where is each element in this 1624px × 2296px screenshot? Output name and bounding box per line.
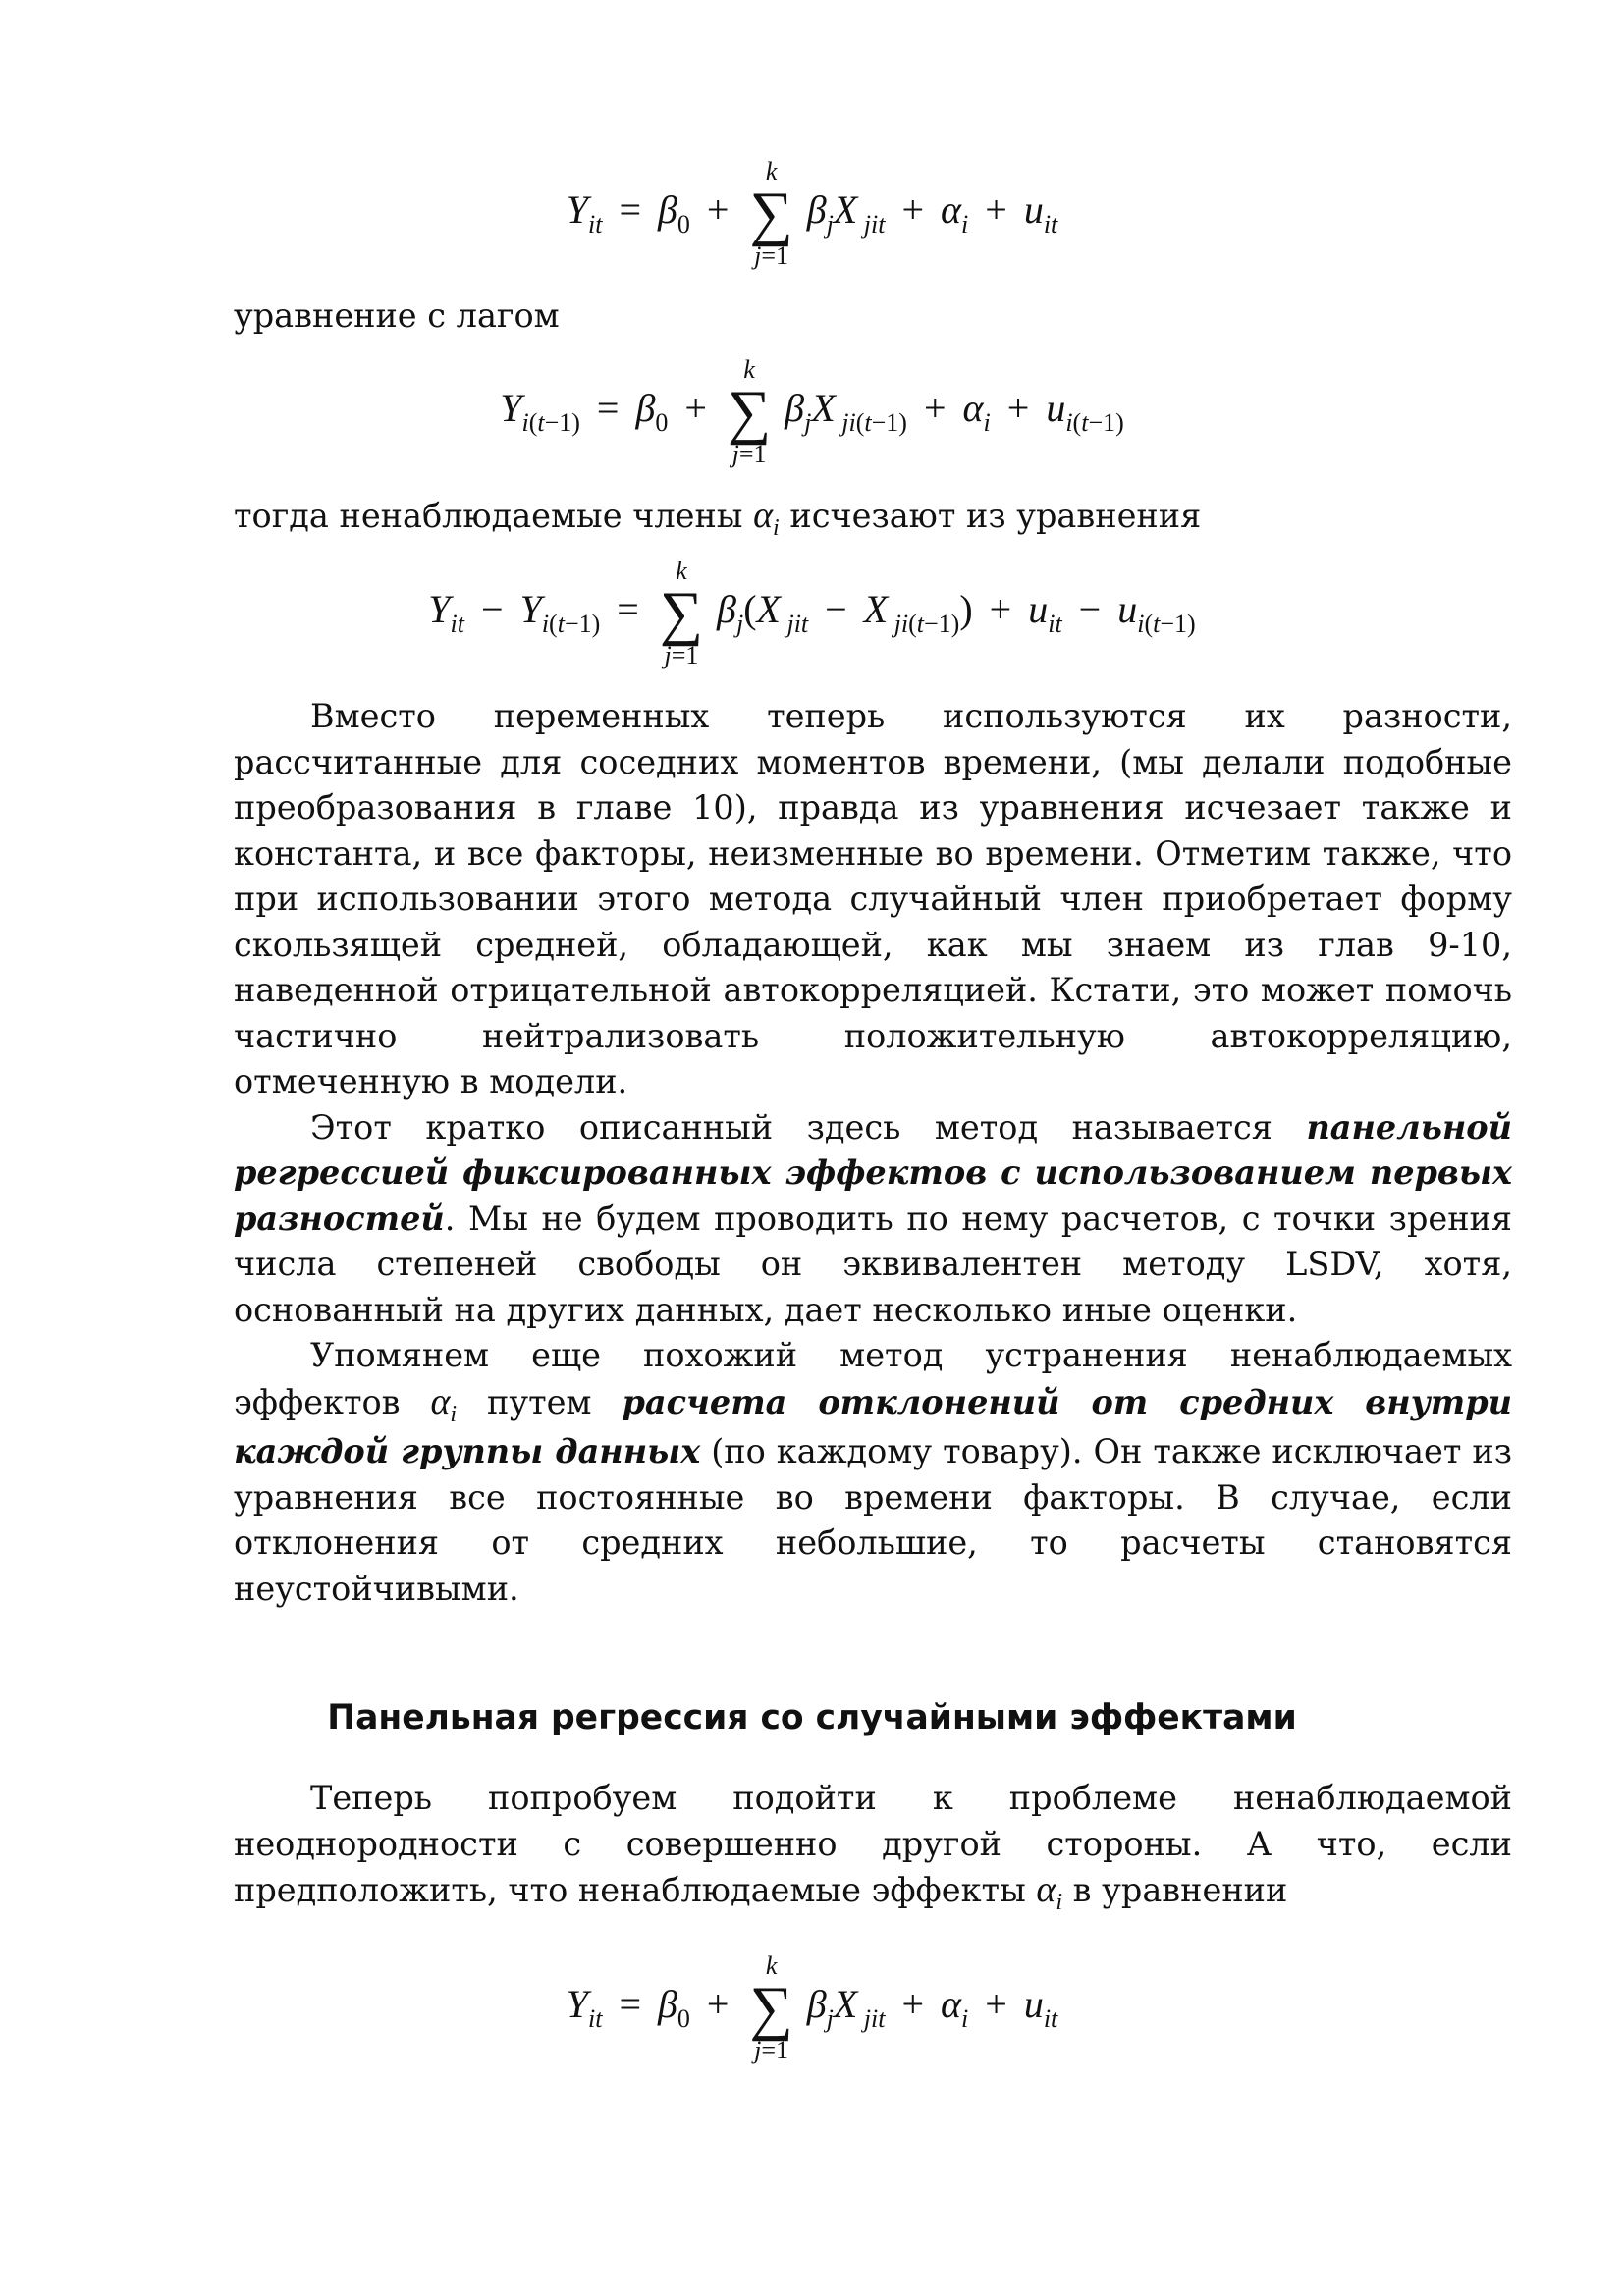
alpha-symbol: $\alpha_i$ bbox=[753, 495, 780, 541]
equation-lagged: $Y_{i(t-1)} = \beta_0$ + k ∑ j=1 $\beta_jX$ $_{ji(t-1)} + \alpha_i + u_{i(t-1)}$ bbox=[500, 355, 1124, 468]
body-text-block-2 bbox=[234, 1776, 1512, 1918]
alpha-symbol: $\alpha_i$ bbox=[1036, 1869, 1063, 1915]
alpha-sentence: тогда ненаблюдаемые члены $\alpha_i$ исчезают из уравнения bbox=[234, 495, 1202, 541]
paragraph-random-effects: Теперь попробуем подойти к проблеме ненаблюдаемой неоднородности с совершенно другой стороны. А что, если предположить, что ненаблюдаемые эффекты $\alpha_i$ в уравнении bbox=[234, 1779, 1512, 1915]
body-text-block bbox=[234, 694, 1512, 1612]
paragraph-method-name: Этот кратко описанный здесь метод называется панельной регрессией фиксированных эффектов с использованием первых разностей. Мы не будем проводить по нему расчетов, с точки зрения числа степеней свободы он эквивалентен методу LSDV, хотя, основанный на других данных, дает несколько иные оценки. bbox=[234, 1107, 1512, 1329]
paragraph-within-groups: Упомянем еще похожий метод устранения ненаблюдаемых эффектов $\alpha_i$ путем расчета отклонений от средних внутри каждой группы данных (по каждому товару). Он также исключает из уравнения все постоянные во времени факторы. В случае, если отклонения от средних небольшие, то расчеты становятся неустойчивыми. bbox=[234, 1336, 1512, 1608]
section-heading: Панельная регрессия со случайными эффектами bbox=[327, 1698, 1297, 1737]
term-within-groups: расчета отклонений от средних внутри каждой группы данных bbox=[234, 1382, 1512, 1470]
paragraph-first-differences: Вместо переменных теперь используются их разности, рассчитанные для соседних моментов времени, (мы делали подобные преобразования в главе 10), правда из уравнения исчезает также и константа, и все факторы, неизменные во времени. Отметим также, что при использовании этого метода случайный член приобретает форму скользящей средней, обладающей, как мы знаем из глав 9-10, наведенной отрицательной автокорреляцией. Кстати, это может помочь частично нейтрализовать положительную автокорреляцию, отмеченную в модели. bbox=[234, 697, 1512, 1100]
alpha-symbol: $\alpha_i$ bbox=[430, 1380, 458, 1427]
equation-model: $Y_{it} = \beta_0$ + k ∑ j=1 $\beta_jX$ $_{jit} + \alpha_i + u_{it}$ bbox=[566, 157, 1058, 270]
equation-difference: $Y_{it} - Y_{i(t-1)}$ = k ∑ j=1 $\beta_j(X$ $_{jit}$ − X $_{ji(t-1)}) + u_{it} - u_{i(t-1)}$ bbox=[428, 557, 1196, 669]
term-first-differences: панельной регрессией фиксированных эффектов с использованием первых разностей bbox=[234, 1107, 1512, 1238]
lagged-label: уравнение с лагом bbox=[234, 296, 560, 335]
equation-model-repeat: $Y_{it} = \beta_0$ + k ∑ j=1 $\beta_jX$ $_{jit} + \alpha_i + u_{it}$ bbox=[566, 1951, 1058, 2064]
